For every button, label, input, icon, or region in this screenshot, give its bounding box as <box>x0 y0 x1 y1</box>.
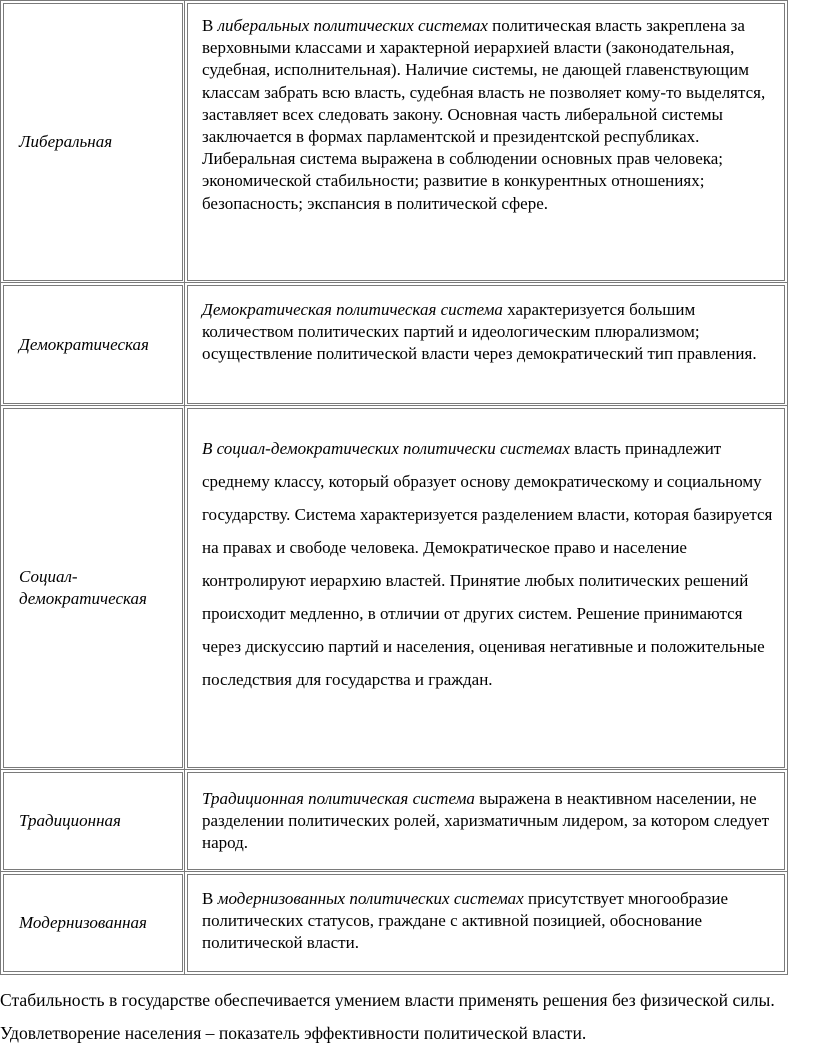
row-desc-democratic: Демократическая политическая система характеризуется большим количеством политических партий и идеологическим плюрализмом; осуществление политической власти через демократический тип правления. <box>184 282 788 407</box>
type-label: Демократическая <box>19 334 149 354</box>
term: Традиционная политическая система <box>202 789 475 808</box>
row-type-liberal <box>0 0 186 284</box>
term: Демократическая политическая система <box>202 300 503 319</box>
row-desc-modernized: В модернизованных политических системах присутствует многообразие политических статусов, граждане с активной позицией, обоснование политической власти. <box>184 871 788 975</box>
term: либеральных политических системах <box>217 16 488 35</box>
row-type-modernized <box>0 871 186 975</box>
row-desc-liberal: В либеральных политических системах политическая власть закреплена за верховными классами и характерной иерархией власти (законодательная, судебная, исполнительная). Наличие системы, не дающей главенствующим классам забрать всю власть, судебная власть не позволяет кому-то выделятся, заставляет всех следовать закону. Основная часть либеральной системы заключается в формах парламентской и президентской республиках. Либеральная система выражена в соблюдении основных прав человека; экономической стабильности; развитие в конкурентных отношениях; безопасность; экспансия в политической сфере. <box>184 0 788 284</box>
term: В социал-демократических политически системах <box>202 439 570 458</box>
type-label: Социал-демократическая <box>19 567 147 608</box>
row-desc-social-democratic: В социал-демократических политически системах власть принадлежит среднему классу, который образует основу демократическому и социальному государству. Система характеризуется разделением власти, которая базируется на правах и свободе человека. Демократическое право и население контролируют иерархию властей. Принятие любых политических решений происходит медленно, в отличии от других систем. Решение принимаются через дискуссию партий и населения, оценивая негативные и положительные последствия для государства и граждан. <box>184 405 788 771</box>
footer-paragraph: Стабильность в государстве обеспечивается умением власти применять решения без физической силы. Удовлетворение населения – показатель эффективности политической власти. <box>0 990 775 1043</box>
type-label: Либеральная <box>19 132 113 151</box>
row-type-social-democratic <box>0 405 186 771</box>
row-type-traditional <box>0 769 186 873</box>
type-label: Модернизованная <box>19 913 147 932</box>
type-label: Традиционная <box>19 811 121 830</box>
term: модернизованных политических системах <box>217 889 524 908</box>
row-desc-traditional: Традиционная политическая система выражена в неактивном населении, не разделении политических ролей, харизматичным лидером, за котором следует народ. <box>184 769 788 873</box>
row-type-democratic <box>0 282 186 407</box>
